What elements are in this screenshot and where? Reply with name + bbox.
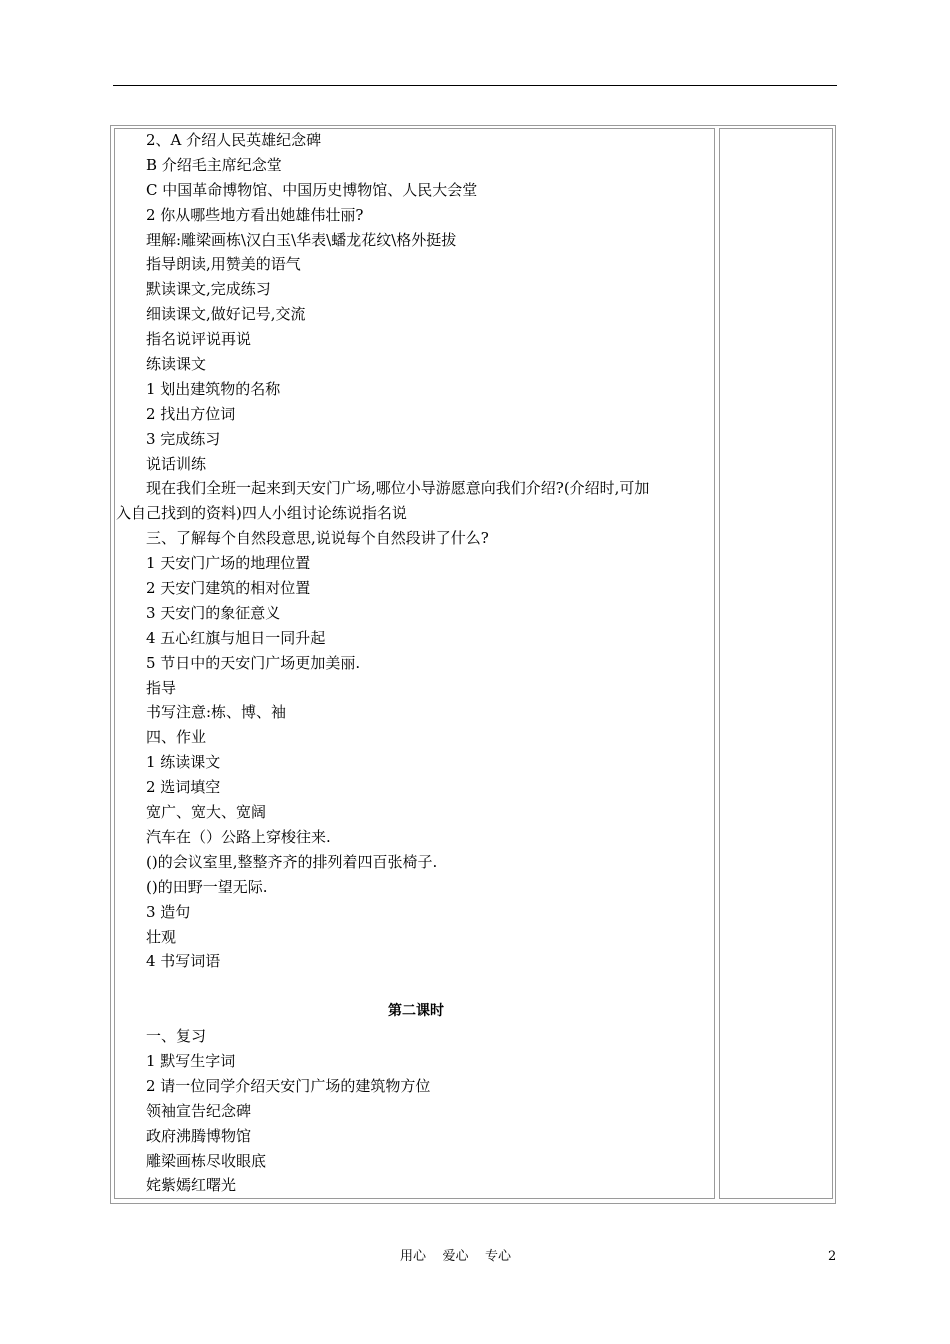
text-line: 四、作业 bbox=[146, 728, 207, 747]
text-line: 姹紫嫣红曙光 bbox=[146, 1176, 237, 1195]
text-line: 细读课文,做好记号,交流 bbox=[146, 305, 306, 324]
text-line: 三、了解每个自然段意思,说说每个自然段讲了什么? bbox=[146, 529, 489, 548]
text-line: C 中国革命博物馆、中国历史博物馆、人民大会堂 bbox=[146, 180, 478, 199]
text-line: 1 练读课文 bbox=[146, 753, 221, 772]
notes-cell bbox=[719, 128, 833, 1199]
text-line: 领袖宣告纪念碑 bbox=[146, 1101, 252, 1120]
text-line: 2 天安门建筑的相对位置 bbox=[146, 579, 311, 598]
text-line: 现在我们全班一起来到天安门广场,哪位小导游愿意向我们介绍?(介绍时,可加 bbox=[146, 479, 650, 498]
text-line: B 介绍毛主席纪念堂 bbox=[146, 155, 282, 174]
text-line: 2、A 介绍人民英雄纪念碑 bbox=[146, 131, 322, 149]
text-line: 2 请一位同学介绍天安门广场的建筑物方位 bbox=[146, 1076, 431, 1095]
text-line: 1 划出建筑物的名称 bbox=[146, 379, 281, 398]
text-line: 入自己找到的资料)四人小组讨论练说指名说 bbox=[116, 504, 407, 523]
text-line: 说话训练 bbox=[146, 454, 207, 473]
lesson-content bbox=[116, 128, 716, 1198]
text-line: 政府沸腾博物馆 bbox=[146, 1126, 252, 1145]
blank-line bbox=[116, 974, 716, 999]
text-line: 2 你从哪些地方看出她雄伟壮丽? bbox=[146, 205, 364, 224]
text-line: 1 默写生字词 bbox=[146, 1051, 236, 1070]
text-line: 汽车在（）公路上穿梭往来. bbox=[146, 827, 331, 846]
text-line: 指名说评说再说 bbox=[146, 330, 252, 349]
footer-motto: 用心 爱心 专心 bbox=[400, 1249, 512, 1264]
text-line: 2 选词填空 bbox=[146, 778, 221, 797]
text-line: ()的会议室里,整整齐齐的排列着四百张椅子. bbox=[146, 852, 438, 871]
section-heading: 第二课时 bbox=[388, 1003, 444, 1020]
text-line: 3 完成练习 bbox=[146, 429, 221, 448]
text-line: 壮观 bbox=[146, 927, 177, 946]
text-line: 指导朗读,用赞美的语气 bbox=[146, 255, 301, 274]
text-line: 指导 bbox=[146, 678, 177, 697]
text-line: 3 造句 bbox=[146, 902, 191, 921]
text-line: 默读课文,完成练习 bbox=[146, 280, 271, 299]
text-line: 2 找出方位词 bbox=[146, 404, 236, 423]
header-rule bbox=[113, 85, 837, 86]
text-line: 书写注意:栋、博、袖 bbox=[146, 703, 287, 722]
text-line: 理解:雕梁画栋\汉白玉\华表\蟠龙花纹\格外挺拔 bbox=[146, 230, 457, 249]
text-line: 雕梁画栋尽收眼底 bbox=[146, 1151, 267, 1170]
text-line: 4 书写词语 bbox=[146, 952, 221, 971]
text-line: 5 节日中的天安门广场更加美丽. bbox=[146, 653, 361, 672]
text-line: 3 天安门的象征意义 bbox=[146, 603, 281, 622]
text-line: ()的田野一望无际. bbox=[146, 877, 268, 896]
text-line: 一、复习 bbox=[146, 1027, 207, 1046]
text-line: 4 五心红旗与旭日一同升起 bbox=[146, 628, 326, 647]
page-number: 2 bbox=[828, 1249, 837, 1264]
text-line: 1 天安门广场的地理位置 bbox=[146, 554, 311, 573]
text-line: 练读课文 bbox=[146, 355, 207, 374]
text-line: 宽广、宽大、宽阔 bbox=[146, 803, 267, 822]
